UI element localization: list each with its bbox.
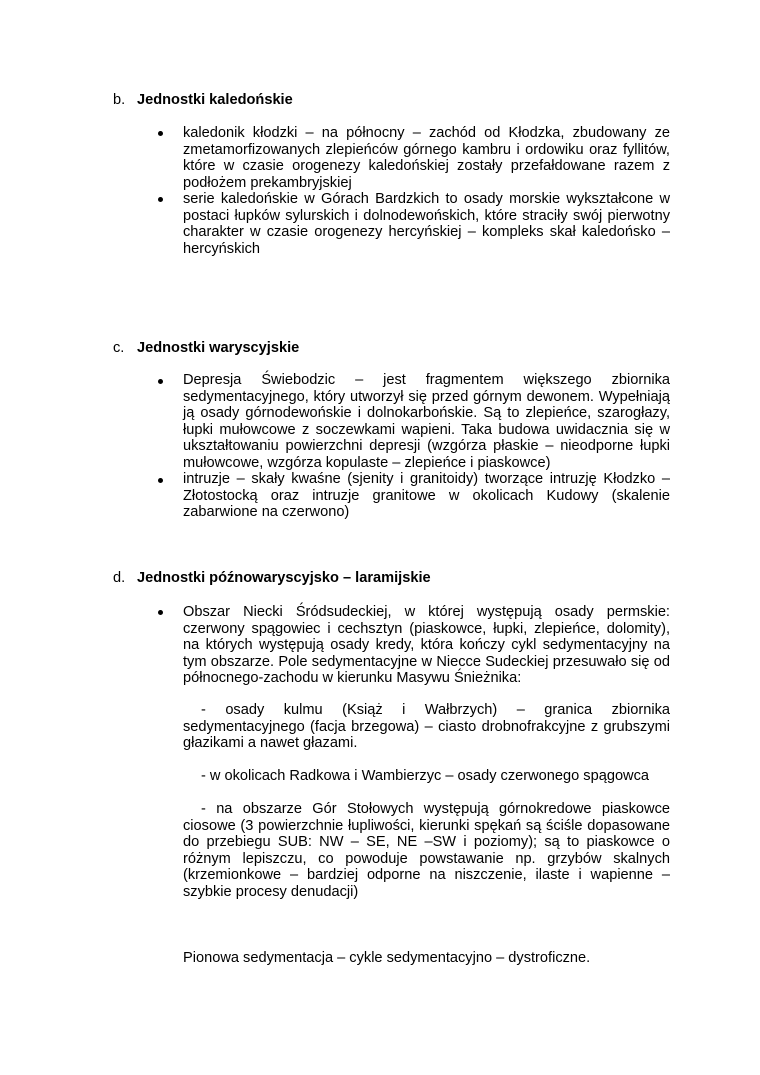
sub-item-text: - na obszarze Gór Stołowych występują górnokredowe piaskowce ciosowe (3 powierzchnie łupliwości, kierunki spękań są ściśle dopasowane do przebiegu SUB: NW – SE, NE –SW i poziomy); są to piaskowce o różnym lepiszczu, co powoduje powstawanie np. grzybów skalnych (krzemionkowe – bardziej odporne na niszczenie, ilaste i wapienne – szybkie procesy denudacji) <box>183 801 670 900</box>
sub-item-kulm <box>183 702 670 752</box>
section-title: Jednostki późnowaryscyjsko – laramijskie <box>137 570 431 586</box>
bullet-icon <box>158 379 163 384</box>
section-d-heading <box>113 570 431 587</box>
list-item: kaledonik kłodzki – na północny – zachód od Kłodzka, zbudowany ze zmetamorfizowanych zlepieńców górnego kambru i ordowiku oraz fyllitów, które w czasie orogenezy kaledońskiej zostały przefałdowane razem z podłożem prekambryjskiej <box>183 125 670 191</box>
section-c-heading <box>113 340 299 357</box>
bullet-icon <box>158 610 163 615</box>
sub-item-text: - w okolicach Radkowa i Wambierzyc – osady czerwonego spągowca <box>201 768 650 784</box>
sub-item-gory-stolowe <box>183 801 670 901</box>
list-item: intruzje – skały kwaśne (sjenity i granitoidy) tworzące intruzję Kłodzko – Złotostocką oraz intruzje granitowe w okolicach Kudowy (skalenie zabarwione na czerwono) <box>183 471 670 521</box>
bullet-icon <box>158 131 163 136</box>
sub-item-radkow <box>183 768 670 785</box>
list-item: serie kaledońskie w Górach Bardzkich to osady morskie wykształcone w postaci łupków sylurskich i dolnodewońskich, które straciły swój pierwotny charakter w czasie orogenezy hercyńskiej – kompleks skał kaledońsko – hercyńskich <box>183 191 670 257</box>
bullet-icon <box>158 197 163 202</box>
closing-paragraph: Pionowa sedymentacja – cykle sedymentacyjno – dystroficzne. <box>183 950 591 966</box>
sub-item-text: - osady kulmu (Książ i Wałbrzych) – granica zbiornika sedymentacyjnego (facja brzegowa) – ciasto drobnofrakcyjne z grubszymi głazikami a nawet głazami. <box>183 702 670 752</box>
bullet-icon <box>158 478 163 483</box>
list-item: Obszar Niecki Śródsudeckiej, w której występują osady permskie: czerwony spągowiec i cechsztyn (piaskowce, łupki, zlepieńce, dolomity), na których występują osady kredy, która kończy cykl sedymentacyjny na tym obszarze. Pole sedymentacyjne w Niecce Sudeckiej przesuwało się od północnego-zachodu w kierunku Masywu Śnieżnika: <box>183 604 670 687</box>
section-b-heading <box>113 92 293 109</box>
section-title: Jednostki waryscyjskie <box>137 340 300 356</box>
section-title: Jednostki kaledońskie <box>137 92 293 108</box>
list-item: Depresja Świebodzic – jest fragmentem większego zbiornika sedymentacyjnego, który utworzył się przed górnym dewonem. Wypełniają ją osady górnodewońskie i dolnokarbońskie. Są to zlepieńce, szarogłazy, łupki mułowcowe z soczewkami wapieni. Taka budowa uwidacznia się w ukształtowaniu powierzchni depresji (wzgórza płaskie – nieodporne łupki mułowcowe, wzgórza kopulaste – zlepieńce i piaskowce) <box>183 372 670 471</box>
section-letter: b. <box>113 92 126 108</box>
section-letter: c. <box>113 340 125 356</box>
section-letter: d. <box>113 570 126 586</box>
